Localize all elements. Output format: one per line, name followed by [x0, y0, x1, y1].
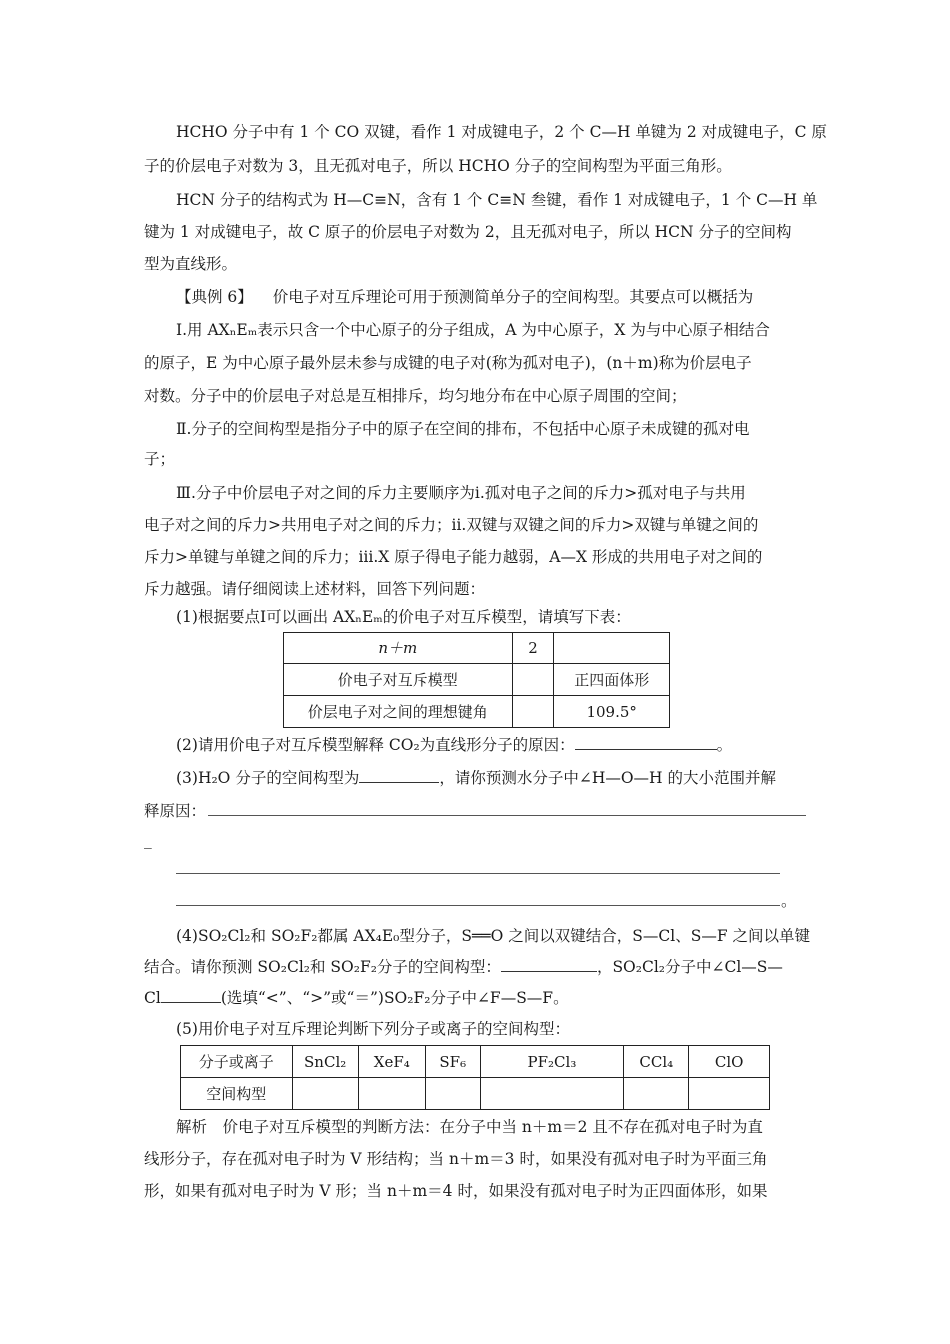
- table-cell: 价电子对互斥模型: [284, 664, 513, 696]
- answer-line[interactable]: [176, 905, 780, 906]
- table-cell[interactable]: [689, 1078, 770, 1110]
- answer-line[interactable]: [208, 815, 806, 816]
- point3-line1: Ⅲ.分子中价层电子对之间的斥力主要顺序为ⅰ.孤对电子之间的斥力>孤对电子与共用: [176, 484, 746, 502]
- point1-line2: 的原子，E 为中心原子最外层未参与成键的电子对(称为孤对电子)，(n＋m)称为价层电子: [144, 354, 752, 372]
- table-cell[interactable]: [425, 1078, 480, 1110]
- answer-line[interactable]: [176, 873, 780, 874]
- question-2: [176, 735, 732, 755]
- table-cell: n＋m: [284, 633, 513, 664]
- table-row: [284, 633, 670, 664]
- para2-line2: 键为 1 对成键电子，故 C 原子的价层电子对数为 2，且无孤对电子，所以 HCN 分子的空间构: [144, 223, 792, 241]
- question-3-dash: _: [144, 831, 152, 849]
- question-3-line1: [176, 768, 776, 788]
- question-4-line2: [144, 957, 783, 977]
- vsepr-table: [283, 632, 670, 728]
- para1-line2: 子的价层电子对数为 3，且无孤对电子，所以 HCHO 分子的空间构型为平面三角形。: [144, 157, 732, 175]
- point1-line3: 对数。分子中的价层电子对总是互相排斥，均匀地分布在中心原子周围的空间；: [144, 387, 687, 405]
- analysis-line1: 解析 价电子对互斥模型的判断方法：在分子中当 n＋m＝2 且不存在孤对电子时为直: [176, 1118, 763, 1136]
- point2-line2: 子；: [144, 450, 176, 468]
- table-cell: CCl₄: [624, 1046, 689, 1078]
- question-3-text-c: 释原因：: [144, 802, 207, 820]
- question-3-text-a: (3)H₂O 分子的空间构型为: [176, 769, 360, 787]
- question-5: (5)用价电子对互斥理论判断下列分子或离子的空间构型：: [176, 1020, 570, 1038]
- point3-line2: 电子对之间的斥力>共用电子对之间的斥力；ⅱ.双键与双键之间的斥力>双键与单键之间的: [144, 516, 759, 534]
- table-cell[interactable]: [358, 1078, 425, 1110]
- analysis-line2: 线形分子，存在孤对电子时为 V 形结构；当 n＋m＝3 时，如果没有孤对电子时为平面三角: [144, 1150, 768, 1168]
- table-cell: SF₆: [425, 1046, 480, 1078]
- table-row: [284, 664, 670, 696]
- question-2-text: (2)请用价电子对互斥模型解释 CO₂为直线形分子的原因：: [176, 736, 575, 754]
- table-cell[interactable]: [480, 1078, 624, 1110]
- question-3-text-b: ，请你预测水分子中∠H—O—H 的大小范围并解: [439, 769, 776, 787]
- shapes-table: [180, 1045, 770, 1110]
- question-4-line3: [144, 988, 569, 1008]
- answer-blank[interactable]: [161, 988, 221, 1003]
- point3-line3: 斥力>单键与单键之间的斥力；ⅲ.X 原子得电子能力越弱，A—X 形成的共用电子对之间的: [144, 548, 763, 566]
- table-row: [181, 1078, 770, 1110]
- table-cell: 分子或离子: [181, 1046, 293, 1078]
- question-3-end: 。: [781, 892, 797, 910]
- table-cell: [554, 633, 670, 664]
- table-cell: 空间构型: [181, 1078, 293, 1110]
- table-cell: [512, 696, 554, 728]
- table-cell[interactable]: [292, 1078, 358, 1110]
- table-cell: 价层电子对之间的理想键角: [284, 696, 513, 728]
- table-row: [284, 696, 670, 728]
- para1-line1: HCHO 分子中有 1 个 CO 双键，看作 1 对成键电子，2 个 C—H 单键为 2 对成键电子，C 原: [176, 123, 827, 141]
- para2-line1: HCN 分子的结构式为 H—C≡N，含有 1 个 C≡N 叁键，看作 1 对成键电子，1 个 C—H 单: [176, 191, 818, 209]
- answer-blank[interactable]: [575, 735, 717, 750]
- para2-line3: 型为直线形。: [144, 255, 238, 273]
- table-cell: ClO: [689, 1046, 770, 1078]
- example-heading: [176, 287, 753, 307]
- table-row: [181, 1046, 770, 1078]
- question-1: (1)根据要点Ⅰ可以画出 AXₙEₘ的价电子对互斥模型，请填写下表：: [176, 608, 631, 626]
- table-cell: SnCl₂: [292, 1046, 358, 1078]
- question-4-text-d: (选填“<”、“>”或“＝”)SO₂F₂分子中∠F—S—F。: [220, 989, 569, 1007]
- example-tag: 【典例 6】: [176, 288, 253, 306]
- example-intro: 价电子对互斥理论可用于预测简单分子的空间构型。其要点可以概括为: [272, 288, 754, 306]
- table-cell: [512, 664, 554, 696]
- table-cell: 2: [512, 633, 554, 664]
- question-4-line1: (4)SO₂Cl₂和 SO₂F₂都属 AX₄E₀型分子，S══O 之间以双键结合，S—Cl、S—F 之间以单键: [176, 927, 811, 945]
- question-2-end: 。: [716, 736, 733, 754]
- table-cell: 109.5°: [554, 696, 670, 728]
- point2-line1: Ⅱ.分子的空间构型是指分子中的原子在空间的排布，不包括中心原子未成键的孤对电: [176, 420, 750, 438]
- table-cell: XeF₄: [358, 1046, 425, 1078]
- answer-blank[interactable]: [359, 768, 439, 783]
- table-cell: PF₂Cl₃: [480, 1046, 624, 1078]
- table-cell[interactable]: [624, 1078, 689, 1110]
- point3-line4: 斥力越强。请仔细阅读上述材料，回答下列问题：: [144, 580, 486, 598]
- question-4-text-b: ，SO₂Cl₂分子中∠Cl—S—: [596, 958, 783, 976]
- question-4-text-c: Cl: [144, 989, 161, 1007]
- question-3-line2: [144, 801, 206, 821]
- point1-line1: Ⅰ.用 AXₙEₘ表示只含一个中心原子的分子组成，A 为中心原子，X 为与中心原子相结合: [176, 321, 770, 339]
- answer-blank[interactable]: [501, 957, 597, 972]
- table-cell: 正四面体形: [554, 664, 670, 696]
- analysis-line3: 形，如果有孤对电子时为 V 形；当 n＋m＝4 时，如果没有孤对电子时为正四面体形，如果: [144, 1182, 768, 1200]
- question-4-text-a: 结合。请你预测 SO₂Cl₂和 SO₂F₂分子的空间构型：: [144, 958, 501, 976]
